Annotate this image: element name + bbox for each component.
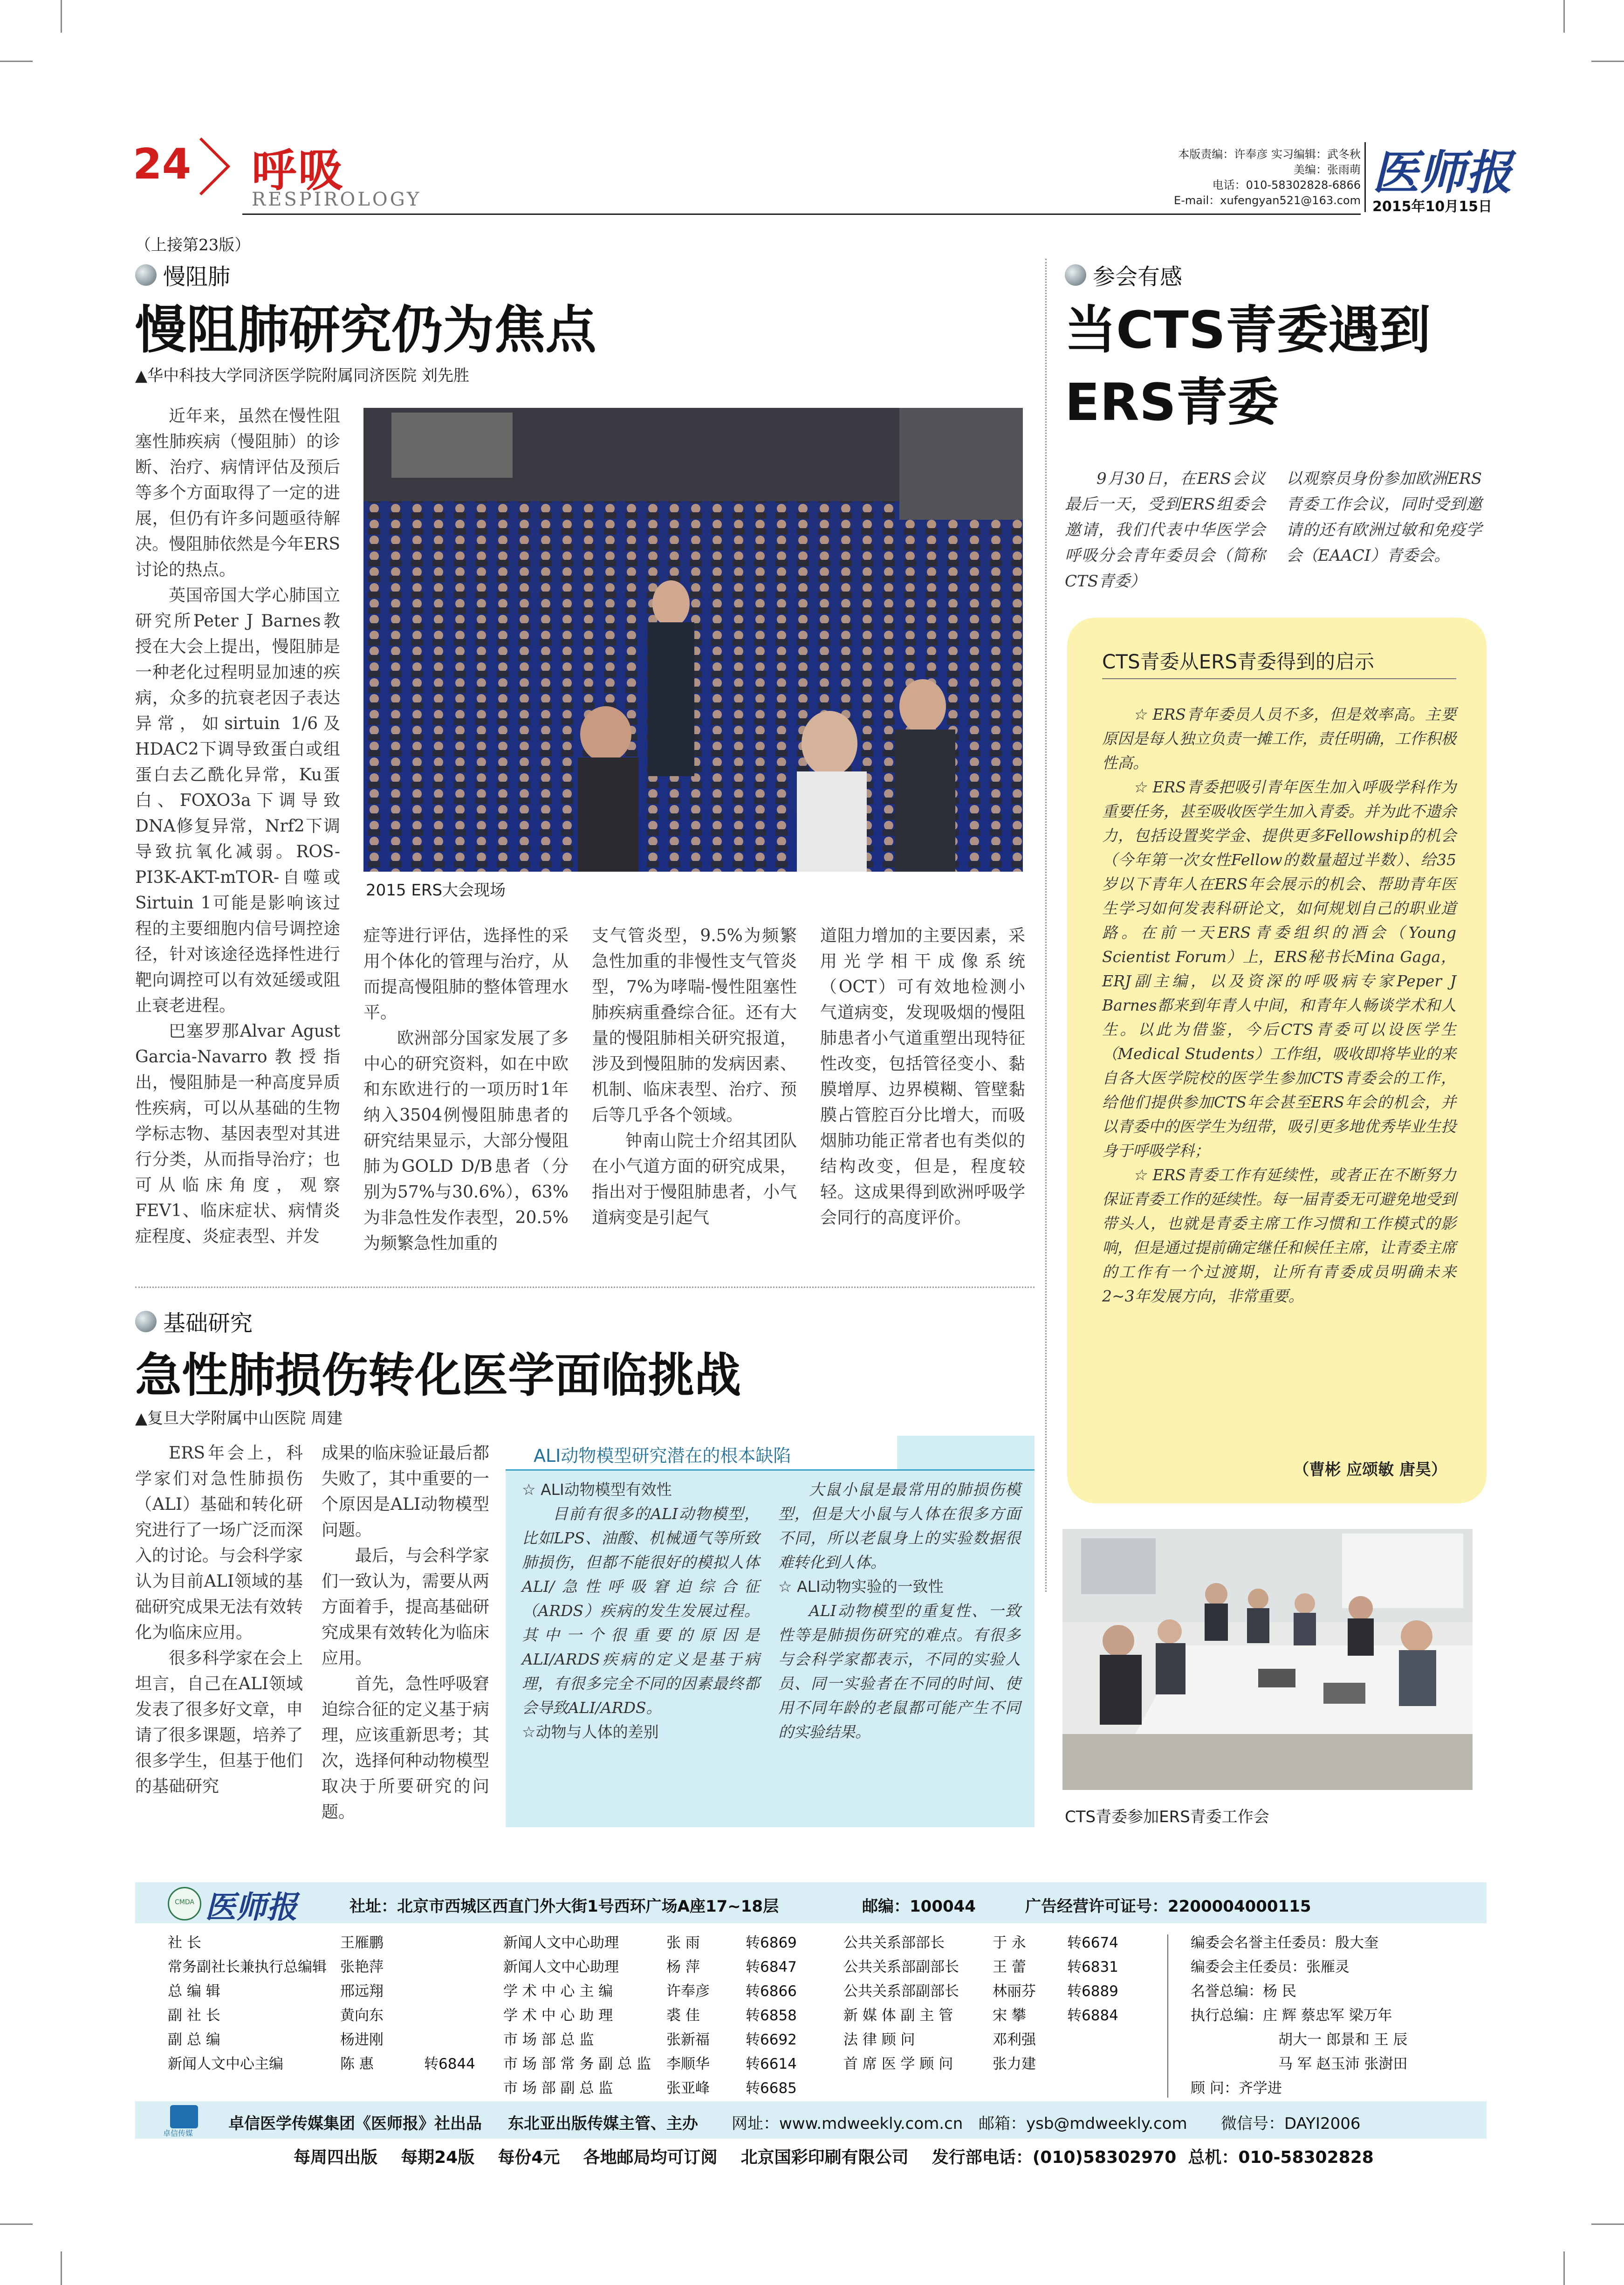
meeting-photo <box>1062 1529 1473 1790</box>
website-link[interactable]: 网址：www.mdweekly.com.cn <box>732 2114 963 2133</box>
box-title: ALI动物模型研究潜在的根本缺陷 <box>534 1445 791 1466</box>
address: 社址：北京市西城区西直门外大街1号西环广场A座17~18层 <box>349 1897 779 1916</box>
publication-info: 每周四出版 每期24版 每份4元 各地邮局均可订阅 北京国彩印刷有限公司 发行部电话：(010)58302970 总机：010-58302828 <box>294 2148 1374 2167</box>
column-divider <box>1045 259 1047 1592</box>
article-column: 支气管炎型，9.5%为频繁急性加重的非慢性支气管炎型，7%为哮喘-慢性阻塞性肺疾病重叠综合征。还有大量的慢阻肺相关研究报道，涉及到慢阻肺的发病因素、机制、临床表型、治疗、预后等几乎各个领域。 钟南山院士介绍其团队在小气道方面的研究成果，指出对于慢阻肺患者，小气道病变是引起气 <box>592 926 797 1227</box>
photo-caption: CTS青委参加ERS青委工作会 <box>1065 1808 1269 1826</box>
conference-photo <box>363 408 1023 872</box>
editor-credits: 本版责编：许奉彦 实习编辑：武冬秋 美编：张雨萌 电话：010-58302828-6866 E-mail：xufengyan521@163.com <box>1174 148 1361 207</box>
cmda-logo-icon: CMDA <box>168 1887 201 1920</box>
sponsor: 东北亚出版传媒主管、主办 <box>508 2114 698 2133</box>
footer-logo: 医师报 <box>205 1889 297 1925</box>
ad-license: 广告经营许可证号：2200004000115 <box>1025 1897 1311 1916</box>
crop-mark <box>61 2251 62 2285</box>
meeting-image <box>1062 1529 1473 1790</box>
wechat-id: 微信号：DAYI2006 <box>1221 2114 1361 2133</box>
crop-mark <box>1591 2223 1624 2225</box>
section-title-en: RESPIROLOGY <box>252 189 422 210</box>
article-title-line: 当CTS青委遇到 <box>1065 300 1431 360</box>
page-number: 24 <box>133 140 192 189</box>
insight-box <box>1067 618 1487 1503</box>
crop-mark <box>1591 61 1624 62</box>
section-divider <box>135 1287 1035 1288</box>
postcode: 邮编：100044 <box>862 1897 976 1916</box>
byline: ▲复旦大学附属中山医院 周建 <box>135 1409 343 1428</box>
article-column: ERS年会上，科学家们对急性肺损伤（ALI）基础和转化研究进行了一场广泛而深入的讨论。与会科学家认为目前ALI领域的基础研究成果无法有效转化为临床应用。 很多科学家在会上坦言，自己在ALI领域发表了很多好文章，申请了很多课题，培养了很多学生，但基于他们的基础研究 <box>135 1444 303 1796</box>
crop-mark <box>0 2223 33 2225</box>
staff-list: 新闻人文中心助理 张 雨 转6869 新闻人文中心助理 杨 萍 转6847 学 术 中 心 主 编 许奉彦 转6866 学 术 中 心 助 理 裘 佳 转6858 市 场 部 总 监 张新福 转6692 市 场 部 常 务 副 总 监 李顺华 转6614 市 场 部 副 总 监 张亚峰 转6685 <box>503 1934 797 2097</box>
bullet-icon <box>135 1311 157 1332</box>
email-link[interactable]: 邮箱：ysb@mdweekly.com <box>979 2114 1187 2133</box>
byline: ▲华中科技大学同济医学院附属同济医院 刘先胜 <box>135 366 469 385</box>
crop-mark <box>1563 2251 1565 2285</box>
article-title: 急性肺损伤转化医学面临挑战 <box>135 1348 741 1403</box>
box-text: ☆ ERS青年委员人员不多，但是效率高。主要原因是每人独立负责一摊工作，责任明确，工作积极性高。 ☆ ERS青委把吸引青年医生加入呼吸学科作为重要任务，甚至吸收医学生加入青委。并为此不遗余力，包括设置奖学金、提供更多Fellowship的机会（今年第一次女性Fellow的数量超过半数）、给35岁以下青年人在ERS年会展示的机会、帮助青年医生学习如何发表科研论文，如何规划自己的职业道路。在前一天ERS青委组织的酒会（Young Scientist Forum）上，ERS秘书长Mina Gaga，ERJ副主编，以及资深的呼吸病专家Peper J Barnes都来到年青人中间，和青年人畅谈学术和人生。以此为借鉴，今后CTS青委可以设医学生（Medical Students）工作组，吸收即将毕业的来自各大医学院校的医学生参加CTS青委会的工作，给他们提供参加CTS年会甚至ERS年会的机会，并以青委中的医学生为纽带，吸引更多地优秀毕业生投身于呼吸学科； ☆ ERS青委工作有延续性，或者正在不断努力保证青委工作的延续性。每一届青委无可避免地受到带头人，也就是青委主席工作习惯和工作模式的影响，但是通过提前确定继任和候任主席，让青委主席的工作有一个过渡期，让所有青委成员明确未来2~3年发展方向，非常重要。 <box>1102 705 1456 1305</box>
crop-mark <box>61 0 62 33</box>
photo-caption: 2015 ERS大会现场 <box>366 881 506 900</box>
article-title: 慢阻肺研究仍为焦点 <box>135 300 596 360</box>
masthead-divider <box>1364 142 1366 212</box>
intro-column: 以观察员身份参加欧洲ERS青委工作会议，同时受到邀请的还有欧洲过敏和免疫学会（EAACI）青委会。 <box>1286 469 1482 565</box>
section-title: 呼吸 <box>252 145 345 197</box>
issue-date: 2015年10月15日 <box>1372 199 1492 215</box>
box-title: CTS青委从ERS青委得到的启示 <box>1102 650 1375 673</box>
article-column: 道阻力增加的主要因素，采用光学相干成像系统（OCT）可有效地检测小气道病变，发现吸烟的慢阻肺患者小气道重塑出现特征性改变，包括管径变小、黏膜增厚、边界模糊、管壁黏膜占管腔百分比增大，而吸烟肺功能正常者也有类似的结构改变，但是，程度较轻。这成果得到欧洲呼吸学会同行的高度评价。 <box>820 926 1025 1227</box>
bullet-icon <box>1065 264 1086 286</box>
box-column: ☆ ALI动物模型有效性 目前有很多的ALI动物模型，比如LPS、油酸、机械通气等所致肺损伤，但都不能很好的模拟人体ALI/急性呼吸窘迫综合征（ARDS）疾病的发生发展过程。其中一个很重要的原因是ALI/ARDS疾病的定义是基于病理，有很多完全不同的因素最终都会导致ALI/ARDS。 ☆动物与人体的差别 <box>522 1480 760 1741</box>
author-signature: （曹彬 应颂敏 唐昊） <box>1293 1460 1447 1479</box>
staff-list: 公共关系部部长 于 永 转6674 公共关系部副部长 王 蕾 转6831 公共关系部副部长 林丽芬 转6889 新 媒 体 副 主 管 宋 攀 转6884 法 律 顾 问 邓利强 首 席 医 学 顾 问 张力建 <box>843 1934 1118 2072</box>
publisher-bar: 卓信传媒 卓信医学传媒集团《医师报》社出品 东北亚出版传媒主管、主办 网址：www.mdweekly.com.cn 邮箱：ysb@mdweekly.com 微信号：DAYI2006 <box>135 2101 1487 2139</box>
chevron-right-icon <box>196 136 238 197</box>
intro-column: 9月30日，在ERS会议最后一天，受到ERS组委会邀请，我们代表中华医学会呼吸分会青年委员会（简称CTS青委） <box>1065 469 1265 591</box>
section-label: 慢阻肺 <box>135 259 230 291</box>
article-column: 症等进行评估，选择性的采用个体化的管理与治疗，从而提高慢阻肺的整体管理水平。 欧洲部分国家发展了多中心的研究资料，如在中欧和东欧进行的一项历时1年纳入3504例慢阻肺患者的研究结果显示，大部分慢阻肺为GOLD D/B患者（分别为57%与30.6%），63%为非急性发作表型，20.5%为频繁急性加重的 <box>363 926 569 1253</box>
footer-banner <box>135 1882 1487 1923</box>
crop-mark <box>1563 0 1565 33</box>
section-label: 基础研究 <box>135 1305 253 1337</box>
section-label: 参会有感 <box>1065 259 1182 291</box>
crop-mark <box>0 61 33 62</box>
staff-list: 社 长 王雁鹏 常务副社长兼执行总编辑 张艳萍 总 编 辑 邢远翔 副 社 长 黄向东 副 总 编 杨进刚 新闻人文中心主编 陈 惠 转6844 <box>168 1934 475 2072</box>
article-column: 成果的临床验证最后都失败了，其中重要的一个原因是ALI动物模型问题。 最后，与会科学家们一致认为，需要从两方面着手，提高基础研究成果有效转化为临床应用。 首先，急性呼吸窘迫综合征的定义基于病理，应该重新思考；其次，选择何种动物模型取决于所要研究的问题。 <box>322 1444 490 1822</box>
publisher-logo-icon <box>170 2105 198 2128</box>
audience-image <box>363 408 1023 872</box>
masthead-rule <box>242 213 1361 215</box>
paper-logo: 医师报 <box>1372 145 1512 200</box>
info-box <box>506 1436 1035 1827</box>
publisher: 卓信医学传媒集团《医师报》社出品 <box>228 2114 482 2133</box>
bullet-icon <box>135 264 157 286</box>
editorial-committee: 编委会名誉主任委员：殷大奎 编委会主任委员：张雁灵 名誉总编：杨 民 执行总编：庄 辉 蔡忠军 梁万年 胡大一 郎景和 王 辰 马 军 赵玉沛 张澍田 顾 问：齐学进 <box>1191 1934 1408 2097</box>
article-title-line: ERS青委 <box>1065 372 1279 432</box>
article-column: 近年来，虽然在慢性阻塞性肺疾病（慢阻肺）的诊断、治疗、病情评估及预后等多个方面取得了一定的进展，但仍有许多问题亟待解决。慢阻肺依然是今年ERS讨论的热点。 英国帝国大学心肺国立研究所Peter J Barnes教授在大会上提出，慢阻肺是一种老化过程明显加速的疾病，众多的抗衰老因子表达异常，如sirtuin 1/6及HDAC2下调导致蛋白或组蛋白去乙酰化异常，Ku蛋白、FOXO3a下调导致DNA修复异常，Nrf2下调导致抗氧化减弱。ROS-PI3K-AKT-mTOR-自噬或Sirtuin 1可能是影响该过程的主要细胞内信号调控途径，针对该途径选择性进行靶向调控可以有效延缓或阻止衰老进程。 巴塞罗那Alvar Agust Garcia-Navarro教授指出，慢阻肺是一种高度异质性疾病，可以从基础的生物学标志物、基因表型对其进行分类，从而指导治疗；也可从临床角度，观察FEV1、临床症状、病情炎症程度、炎症表型、并发 <box>135 406 340 1246</box>
continued-note: （上接第23版） <box>135 236 251 255</box>
box-column: 大鼠小鼠是最常用的肺损伤模型，但是大小鼠与人体在很多方面不同，所以老鼠身上的实验数据很难转化到人体。 ☆ ALI动物实验的一致性 ALI动物模型的重复性、一致性等是肺损伤研究的难点。有很多与会科学家都表示，不同的实验人员、同一实验者在不同的时间、使用不同年龄的老鼠都可能产生不同的实验结果。 <box>778 1480 1021 1741</box>
